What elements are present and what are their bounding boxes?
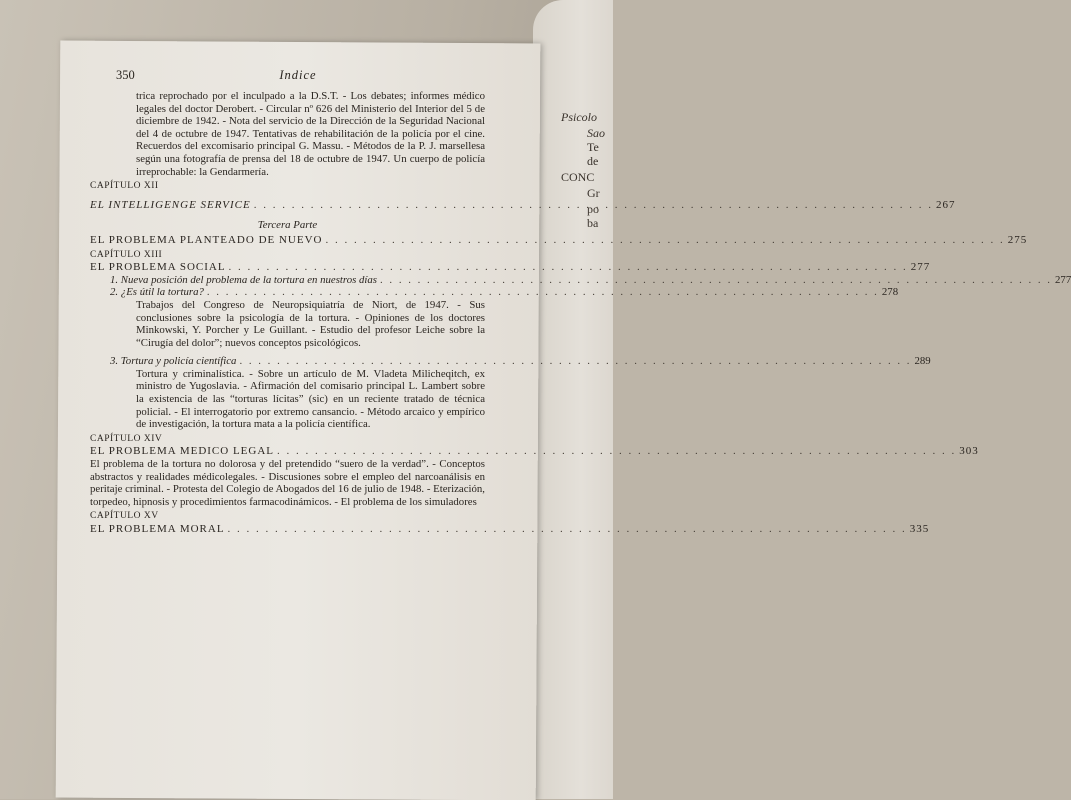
facing-text-5: CONC bbox=[561, 170, 595, 184]
chapter-15-title: EL PROBLEMA MORAL bbox=[90, 523, 225, 535]
item-3-description: Tortura y criminalística. - Sobre un artículo de M. Vladeta Milicheqitch, ex ministro de Yugoslavia. - Afirmación del comisario principal L. Lambert sobre la existencia de las “torturas lícitas” (sic) en un reciente tratado de técnica policial. - El interrogatorio por extremo cansancio. - Método arcaico y empírico de investigación, la tortura mata a la policía científica. bbox=[136, 367, 485, 431]
item-3-page: 289 bbox=[914, 355, 931, 368]
facing-text-3: Te bbox=[587, 140, 599, 154]
chapter-13-label: CAPÍTULO XIII bbox=[90, 249, 163, 260]
part-3-page: 275 bbox=[1007, 233, 1028, 246]
chapter-14-text: El problema de la tortura no dolorosa y del pretendido “suero de la verdad”. - Conceptos abstractos y realidades médicolegales. - Discusiones sobre el empleo del narcoanálisis en peritaje criminal. - Protesta del Colegio de Abogados del 16 de julio de 1948. - Eterización, torpedeo, hipnosis y procedimientos farmacodinámicos. - El problema de los simuladores bbox=[90, 458, 485, 508]
leader-dots bbox=[228, 523, 907, 536]
chapter-12-page: 267 bbox=[935, 198, 956, 211]
facing-text-8: ba bbox=[587, 216, 599, 230]
item-2-description: Trabajos del Congreso de Neuropsiquiatría de Niort, de 1947. - Sus conclusiones sobre la psicología de la tortura. - Opiniones de los doctores Minkowski, Y. Porcher y Le Guillant. - Estudio del profesor Leiche sobre la “Cirugía del dolor”; nuevos conceptos psicológicos. bbox=[136, 298, 485, 349]
chapter-15-label: CAPÍTULO XV bbox=[90, 511, 159, 522]
leader-dots bbox=[207, 286, 879, 299]
leader-dots bbox=[325, 234, 1004, 247]
facing-text-4: de bbox=[587, 154, 599, 168]
chapter-13-entry bbox=[90, 261, 931, 274]
chapter-14-description bbox=[90, 458, 485, 508]
leader-dots bbox=[229, 261, 908, 274]
page-header bbox=[58, 68, 538, 84]
chapter-13-item-1 bbox=[90, 273, 1071, 287]
facing-text-2: Sao bbox=[587, 126, 605, 140]
leader-dots bbox=[239, 355, 911, 368]
item-1-title: 1. Nueva posición del problema de la tortura en nuestros días bbox=[110, 273, 378, 286]
chapter-13-page: 277 bbox=[910, 261, 931, 274]
facing-text-7: po bbox=[587, 202, 599, 216]
page-title: Indice bbox=[279, 68, 317, 82]
chapter-13-item-2 bbox=[90, 286, 899, 299]
intro-paragraph: trica reprochado por el inculpado a la D.S.T. - Los debates; informes médico legales del doctor Derobert. - Circular nº 626 del Ministerio del Interior del 5 de diciembre de 1942. - Nota del servicio de la Dirección de la Seguridad Nacional del 4 de octubre de 1947. Tentativas de rehabilitación de la policía por el cine. Recuerdos del excomisario principal G. Massu. - Métodos de la P. J. marsellesa según una fotografía de prensa del 18 de octubre de 1947. Un cuerpo de policía irreprochable: la Gendarmería. bbox=[136, 90, 485, 178]
page-number: 350 bbox=[116, 68, 135, 82]
leader-dots bbox=[380, 274, 1052, 287]
part-3-label: Tercera Parte bbox=[257, 219, 318, 232]
item-3-title: 3. Tortura y policía científica bbox=[110, 355, 237, 368]
leader-dots bbox=[277, 445, 956, 458]
item-2-page: 278 bbox=[881, 286, 899, 299]
item-1-page: 277 bbox=[1055, 273, 1071, 286]
chapter-15-entry bbox=[90, 523, 930, 536]
facing-text-6: Gr bbox=[587, 186, 600, 200]
item-2-title: 2. ¿Es útil la tortura? bbox=[110, 286, 204, 299]
chapter-14-page: 303 bbox=[959, 445, 979, 458]
chapter-14-entry bbox=[90, 445, 979, 458]
facing-page bbox=[533, 0, 613, 799]
chapter-15-page: 335 bbox=[909, 523, 930, 535]
chapter-14-label: CAPÍTULO XIV bbox=[90, 433, 163, 444]
chapter-13-title: EL PROBLEMA SOCIAL bbox=[90, 261, 226, 274]
chapter-13-item-3 bbox=[90, 355, 931, 368]
chapter-14-title: EL PROBLEMA MEDICO LEGAL bbox=[90, 445, 275, 458]
facing-text-1: Psicolo bbox=[561, 110, 597, 124]
chapter-12-title: EL INTELLIGENGE SERVICE bbox=[90, 198, 251, 211]
part-3-title: EL PROBLEMA PLANTEADO DE NUEVO bbox=[90, 233, 323, 246]
chapter-12-label: CAPÍTULO XII bbox=[90, 181, 159, 192]
leader-dots bbox=[254, 199, 933, 212]
part-3-entry bbox=[90, 233, 1028, 247]
